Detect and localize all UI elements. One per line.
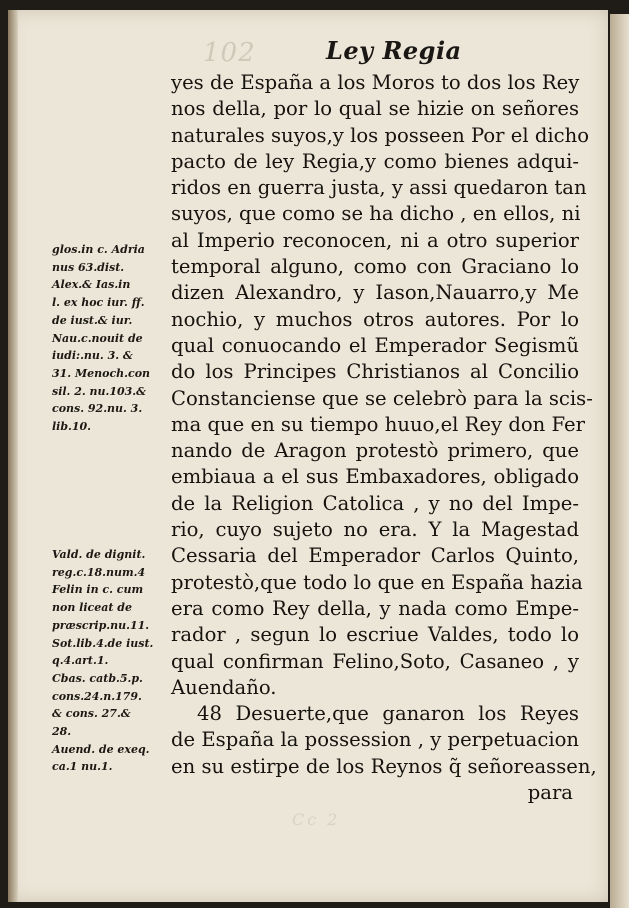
text-line: de la Religion Catolica , y no del Impe- [171, 491, 579, 515]
citation-line: Cbas. catb.5.p. [52, 671, 143, 685]
text-line: embiaua a el sus Embaxadores, obligado [171, 465, 579, 489]
citation-line: cons.24.n.179. [52, 689, 142, 703]
bleed-through-page-number: 102 [203, 38, 256, 68]
citation-line: glos.in c. Adria [52, 243, 145, 256]
citation-line: nus 63.dist. [52, 260, 125, 274]
citation-line: iudi:.nu. 3. & [52, 349, 133, 363]
text-line: nochio, y muchos otros autores. Por lo [171, 307, 579, 331]
margin-citation-1 [52, 241, 172, 436]
text-line: Constanciense que se celebrò para la scis- [171, 386, 593, 410]
text-line: temporal alguno, como con Graciano lo [171, 255, 579, 279]
text-line: rio, cuyo sujeto no era. Y la Magestad [171, 518, 579, 542]
citation-line: non liceat de [52, 601, 132, 615]
citation-line: & cons. 27.& [52, 707, 131, 721]
text-line: do los Principes Christianos al Concilio [171, 360, 579, 384]
citation-line: Nau.c.nouit de [52, 331, 143, 345]
text-line: nos della, por lo qual se hizie on señores [171, 97, 579, 121]
citation-line: Sot.lib.4.de iust. [52, 636, 154, 650]
citation-line: ca.1 nu.1. [52, 760, 113, 774]
citation-line: Felin in c. cum [52, 583, 144, 597]
page-gutter [8, 10, 18, 902]
text-line: suyos, que como se ha dicho , en ellos, ni [171, 202, 581, 226]
text-line: de España la possession , y perpetuacion [171, 728, 579, 752]
text-line: era como Rey della, y nada como Empe- [171, 596, 579, 620]
facing-page-edge [610, 14, 629, 908]
text-line: qual confirman Felino,Soto, Casaneo , y [171, 649, 579, 673]
main-text-block [171, 70, 597, 806]
citation-line: de iust.& iur. [52, 313, 133, 327]
text-line: protestò,que todo lo que en España hazia [171, 570, 583, 594]
text-line: yes de España a los Moros to dos los Rey [171, 71, 580, 94]
margin-citation-2 [52, 546, 172, 776]
text-line: Cessaria del Emperador Carlos Quinto, [171, 544, 579, 568]
citation-line: Vald. de dignit. [52, 548, 146, 561]
citation-line: sil. 2. nu.103.& [52, 384, 147, 398]
citation-line: reg.c.18.num.4 [52, 565, 146, 579]
text-line: rador , segun lo escriue Valdes, todo lo [171, 623, 579, 647]
citation-line: præscrip.nu.11. [52, 618, 150, 632]
citation-line: 28. [52, 725, 72, 739]
text-line: ridos en guerra justa, y assi quedaron tan [171, 176, 587, 200]
text-line: Auendaño. [171, 675, 277, 699]
text-line: qual conuocando el Emperador Segismũ [171, 333, 579, 357]
catchword: para [527, 781, 573, 805]
text-line: al Imperio reconocen, ni a otro superior [171, 228, 579, 252]
citation-line: l. ex hoc iur. ff. [52, 296, 145, 310]
citation-line: Alex.& Ias.in [52, 278, 131, 292]
text-line: nando de Aragon protestò primero, que [171, 439, 579, 463]
citation-line: cons. 92.nu. 3. [52, 402, 143, 416]
text-line: ma que en su tiempo huuo,el Rey don Fer [171, 412, 585, 436]
text-line: en su estirpe de los Reynos q̃ señoreassen, [171, 754, 597, 778]
citation-line: q.4.art.1. [52, 654, 109, 668]
text-line: dizen Alexandro, y Iason,Nauarro,y Me [171, 281, 579, 305]
text-line: naturales suyos,y los posseen Por el dicho [171, 123, 590, 147]
paragraph-start-line: 48 Desuerte,que ganaron los Reyes [197, 702, 579, 726]
citation-line: Auend. de exeq. [52, 742, 150, 756]
text-line: pacto de ley Regia,y como bienes adqui- [171, 149, 579, 173]
citation-line: 31. Menoch.con [52, 366, 151, 380]
bleed-through-signature: Cc 2 [292, 810, 341, 829]
running-head: Ley Regia [326, 36, 462, 65]
citation-line: lib.10. [52, 420, 92, 434]
